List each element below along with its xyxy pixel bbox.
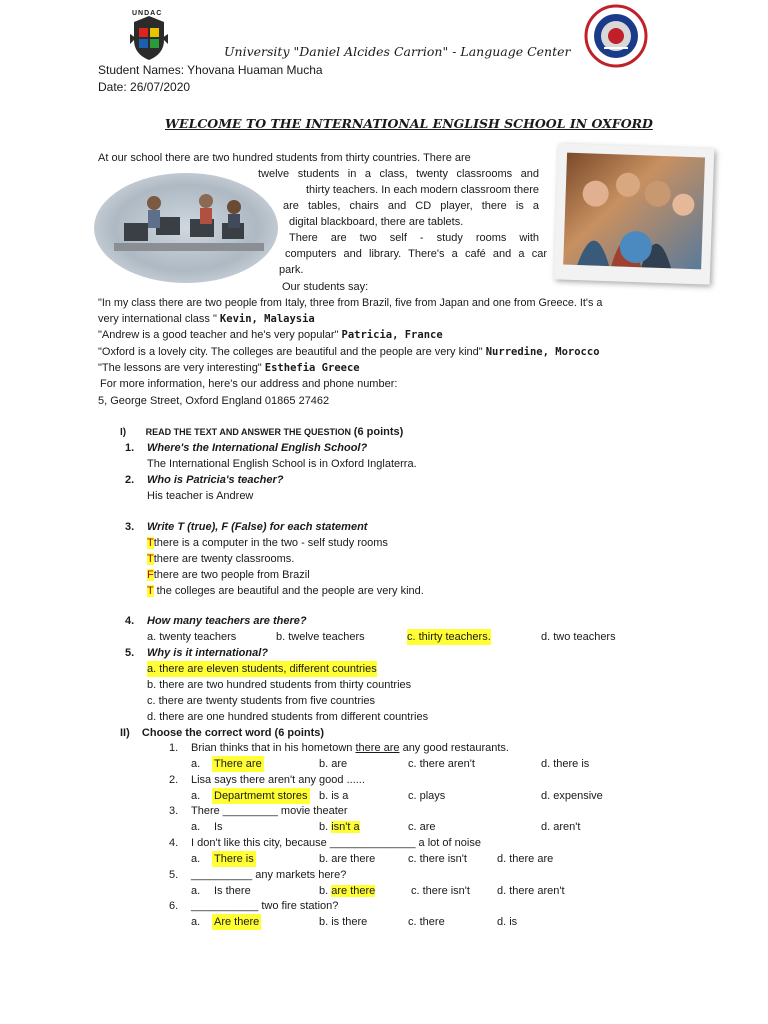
item-3-option-c: c. are	[408, 821, 436, 833]
student-name: Student Names: Yhovana Huaman Mucha	[98, 63, 323, 77]
item-4-option-c: c. there isn't	[408, 853, 467, 865]
computer-lab-icon	[94, 173, 278, 283]
reading-line-9: Our students say:	[282, 281, 369, 293]
tf-mark: F	[147, 569, 154, 581]
reading-line-2: twelve students in a class, twenty classrooms and	[258, 168, 539, 180]
item-3-num: 3.	[169, 805, 179, 817]
quote-4: "The lessons are very interesting" Esthefia Greece	[98, 362, 360, 374]
item-5-option-c: c. there isn't	[411, 885, 470, 897]
item-5-option-a: Is there	[214, 885, 251, 897]
q1-text: Where's the International English School?	[147, 442, 368, 454]
q4-option-b: b. twelve teachers	[276, 631, 365, 643]
undac-logo	[128, 10, 170, 62]
reading-line-4: are tables, chairs and CD player, there is a	[283, 200, 539, 212]
item-6-a-label: a.	[191, 916, 201, 928]
item-2-option-b: b. is a	[319, 790, 349, 802]
item-1-num: 1.	[169, 742, 179, 754]
reading-line-3: thirty teachers. In each modern classroom there	[306, 184, 539, 196]
item-1-option-a: There are	[214, 758, 262, 770]
q2-text: Who is Patricia's teacher?	[147, 474, 284, 486]
page-title: WELCOME TO THE INTERNATIONAL ENGLISH SCHOOL IN OXFORD	[165, 116, 653, 131]
item-4-option-b: b. are there	[319, 853, 376, 865]
item-3-question: There _________ movie theater	[191, 805, 348, 817]
q4-option-d: d. two teachers	[541, 631, 616, 643]
q4-option-c: c. thirty teachers.	[407, 631, 491, 643]
students-group-icon	[563, 153, 705, 270]
q5-option-a: a. there are eleven students, different countries	[147, 663, 377, 675]
item-2-option-c: c. plays	[408, 790, 446, 802]
quote-1-line-1: "In my class there are two people from Italy, three from Brazil, five from Japan and one from Greece. It's a	[98, 297, 603, 309]
tf-mark: T	[147, 553, 154, 565]
reading-line-7: computers and library. There's a café and a car	[285, 248, 547, 260]
quote-3-author: Nurredine, Morocco	[485, 346, 600, 358]
item-6-num: 6.	[169, 900, 179, 912]
item-2-question: Lisa says there aren't any good ......	[191, 774, 365, 786]
students-photo	[554, 143, 715, 284]
language-center-seal	[584, 4, 648, 68]
item-1-option-c: c. there aren't	[408, 758, 475, 770]
quote-3: "Oxford is a lovely city. The colleges are beautiful and the people are very kind" Nurredine, Morocco	[98, 346, 600, 358]
date: Date: 26/07/2020	[98, 80, 191, 94]
q4-option-a: a. twenty teachers	[147, 631, 237, 643]
item-3-option-d: d. aren't	[541, 821, 581, 833]
logo-text: UNDAC	[132, 10, 163, 17]
item-4-num: 4.	[169, 837, 179, 849]
quote-2: "Andrew is a good teacher and he's very popular" Patricia, France	[98, 329, 443, 341]
classroom-photo	[94, 173, 278, 283]
item-1-option-b: b. are	[319, 758, 348, 770]
quote-2-author: Patricia, France	[341, 329, 443, 341]
q3-num: 3.	[125, 521, 135, 533]
q1-num: 1.	[125, 442, 135, 454]
seal-icon	[584, 4, 648, 68]
item-5-option-d: d. there aren't	[497, 885, 565, 897]
item-1-option-d: d. there is	[541, 758, 590, 770]
item-3-option-b: b. isn't a	[319, 821, 360, 833]
university-name: University "Daniel Alcides Carrion" - Language Center	[224, 44, 571, 59]
item-5-a-label: a.	[191, 885, 201, 897]
tf-item-3: Fthere are two people from Brazil	[147, 569, 310, 581]
item-5-question: __________ any markets here?	[191, 869, 347, 881]
item-4-a-label: a.	[191, 853, 201, 865]
q2-num: 2.	[125, 474, 135, 486]
tf-item-1: Tthere is a computer in the two - self study rooms	[147, 537, 388, 549]
item-2-a-label: a.	[191, 790, 201, 802]
item-4-option-a: There is	[214, 853, 254, 865]
item-6-option-a: Are there	[214, 916, 260, 928]
info-line: For more information, here's our address and phone number:	[100, 378, 398, 390]
undac-crest-icon	[128, 14, 170, 62]
item-4-option-d: d. there are	[497, 853, 554, 865]
reading-line-8: park.	[279, 264, 304, 276]
item-5-num: 5.	[169, 869, 179, 881]
q5-option-d: d. there are one hundred students from different countries	[147, 711, 429, 723]
tf-item-2: Tthere are twenty classrooms.	[147, 553, 295, 565]
q5-num: 5.	[125, 647, 135, 659]
quote-4-author: Esthefia Greece	[264, 362, 360, 374]
q2-answer: His teacher is Andrew	[147, 490, 254, 502]
reading-line-5: digital blackboard, there are tablets.	[289, 216, 464, 228]
item-5-option-b: b. are there	[319, 885, 376, 897]
section-1-heading: I) READ THE TEXT AND ANSWER THE QUESTION (6 points)	[120, 426, 404, 438]
tf-item-4: T the colleges are beautiful and the people are very kind.	[147, 585, 424, 597]
q1-answer: The International English School is in Oxford Inglaterra.	[147, 458, 417, 470]
item-2-num: 2.	[169, 774, 179, 786]
item-6-question: ___________ two fire station?	[191, 900, 339, 912]
address-line: 5, George Street, Oxford England 01865 27462	[98, 395, 330, 407]
item-6-option-c: c. there	[408, 916, 445, 928]
q4-num: 4.	[125, 615, 135, 627]
q3-text: Write T (true), F (False) for each statement	[147, 521, 368, 533]
item-3-a-label: a.	[191, 821, 201, 833]
quote-1-author: Kevin, Malaysia	[219, 313, 315, 325]
q5-text: Why is it international?	[147, 647, 269, 659]
reading-line-1: At our school there are two hundred students from thirty countries. There are	[98, 152, 471, 164]
item-2-option-d: d. expensive	[541, 790, 603, 802]
q5-option-b: b. there are two hundred students from thirty countries	[147, 679, 412, 691]
item-1-a-label: a.	[191, 758, 201, 770]
tf-mark: T	[147, 585, 154, 597]
quote-1-line-2: very international class " Kevin, Malaysia	[98, 313, 315, 325]
reading-line-6: There are two self - study rooms with	[289, 232, 539, 244]
section-2-heading: II) Choose the correct word (6 points)	[120, 727, 325, 739]
q4-text: How many teachers are there?	[147, 615, 307, 627]
item-4-question: I don't like this city, because ______________ a lot of noise	[191, 837, 481, 849]
item-1-question: Brian thinks that in his hometown there are any good restaurants.	[191, 742, 509, 754]
tf-mark: T	[147, 537, 154, 549]
item-3-option-a: Is	[214, 821, 223, 833]
item-6-option-b: b. is there	[319, 916, 368, 928]
item-2-option-a: Departmemt stores	[214, 790, 308, 802]
q5-option-c: c. there are twenty students from five countries	[147, 695, 376, 707]
item-6-option-d: d. is	[497, 916, 518, 928]
